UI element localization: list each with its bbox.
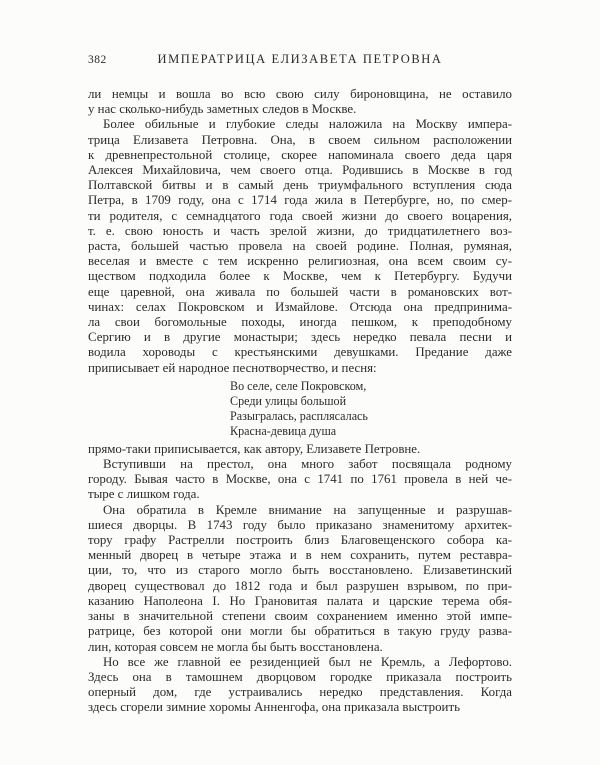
page-header xyxy=(88,52,512,67)
text-line: прямо-таки приписывается, как автору, Елизавете Петровне. xyxy=(88,441,421,456)
paragraph xyxy=(88,442,512,457)
text-line: Петра, в 1709 году, она с 1714 года жила в Петербурге, но, по смер- xyxy=(88,193,512,208)
text-line: веселая и вместе с тем искренно религиозная, она всем своим су- xyxy=(88,254,512,269)
text-line: ли немцы и вошла во всю свою силу бироновщина, не оставило xyxy=(88,87,512,101)
text-line: у нас сколько-нибудь заметных следов в Москве. xyxy=(88,102,357,117)
text-line: ществом подходила более к Москве, чем к Петербургу. Будучи xyxy=(88,269,512,284)
paragraph xyxy=(88,655,512,716)
text-line: Но все же главной ее резиденцией был не Кремль, а Лефортово. xyxy=(103,654,512,669)
text-line: заны в значительной степени своим сохранением именно этой импе- xyxy=(88,609,512,624)
verse-line: Разыгралась, расплясалась xyxy=(230,408,368,423)
paragraph xyxy=(88,457,512,503)
text-line: казанию Наполеона I. Но Грановитая палата и царские терема обя- xyxy=(88,593,512,608)
text-line: ратрице, без которой они могли бы обратиться в такую груду разва- xyxy=(88,624,512,639)
text-line: раста, большей частью провела на своей родине. Полная, румяная, xyxy=(88,239,512,254)
text-line: к древнепрестольной столице, скорее напоминала своего деда царя xyxy=(88,147,512,162)
text-line: Сергию и в другие монастыри; здесь нередко певала песни и xyxy=(88,330,512,345)
text-line: Здесь она в тамошнем дворцовом городке приказала построить xyxy=(88,669,512,684)
verse-line: Среди улицы большой xyxy=(230,393,347,408)
text-line: дворец существовал до 1812 года и был разрушен взрывом, по при- xyxy=(88,578,512,593)
text-line: ла свои богомольные походы, иногда пешком, к преподобному xyxy=(88,315,512,330)
verse-line: Во селе, селе Покровском, xyxy=(230,378,367,393)
text-line: шиеся дворцы. В 1743 году было приказано знаменитому архитек- xyxy=(88,517,512,532)
paragraph xyxy=(88,87,512,117)
text-line: Алексея Михайловича, чем своего отца. Родившись в Москве в год xyxy=(88,163,512,178)
text-line: ции, то, что из старого могло быть восстановлено. Елизаветинский xyxy=(88,563,512,578)
text-line: Она обратила в Кремле внимание на запущенные и разрушав- xyxy=(103,502,512,517)
text-line: еще царевной, она живала по большей части в романовских вот- xyxy=(88,284,512,299)
text-line: здесь сгорели зимние хоромы Анненгофа, она приказала выстроить xyxy=(88,700,460,715)
text-line: трица Елизавета Петровна. Она, в своем сильном расположении xyxy=(88,132,512,147)
text-line: Полтавской битвы и в самый день триумфального вступления сюда xyxy=(88,178,512,193)
text-line: лин, которая совсем не могла бы быть восстановлена. xyxy=(88,639,383,654)
text-line: оперный дом, где устраивались нередко представления. Когда xyxy=(88,685,512,700)
text-line: приписывает ей народное песнотворчество, и песня: xyxy=(88,360,377,375)
paragraph xyxy=(88,503,512,655)
text-line: тыре с лишком года. xyxy=(88,487,200,502)
text-line: чинах: селах Покровском и Измайлове. Отсюда она предпринима- xyxy=(88,299,512,314)
text-line: городу. Бывая часто в Москве, она с 1741 по 1761 провела в ней че- xyxy=(88,472,512,487)
text-line: ти родителя, с семнадцатого года своей жизни до своего воцарения, xyxy=(88,208,512,223)
text-line: менный дворец в четыре этажа и в нем сохранить, путем реставра- xyxy=(88,548,512,563)
text-line: Вступивши на престол, она много забот посвящала родному xyxy=(103,457,512,472)
running-title: ИМПЕРАТРИЦА ЕЛИЗАВЕТА ПЕТРОВНА xyxy=(157,52,443,66)
verse-block xyxy=(230,379,512,439)
page-number: 382 xyxy=(88,54,107,66)
text-line: тору графу Растрелли построить близ Благовещенского собора ка- xyxy=(88,533,512,548)
text-line: водила хороводы с крестьянскими девушками. Предание даже xyxy=(88,345,512,360)
paragraph xyxy=(88,117,512,375)
text-line: Более обильные и глубокие следы наложила на Москву импера- xyxy=(103,117,512,132)
text-body xyxy=(88,87,512,716)
verse-line: Красна-девица душа xyxy=(230,423,337,438)
text-line: т. е. свою юность и часть зрелой жизни, до тридцатилетнего воз- xyxy=(88,223,512,238)
